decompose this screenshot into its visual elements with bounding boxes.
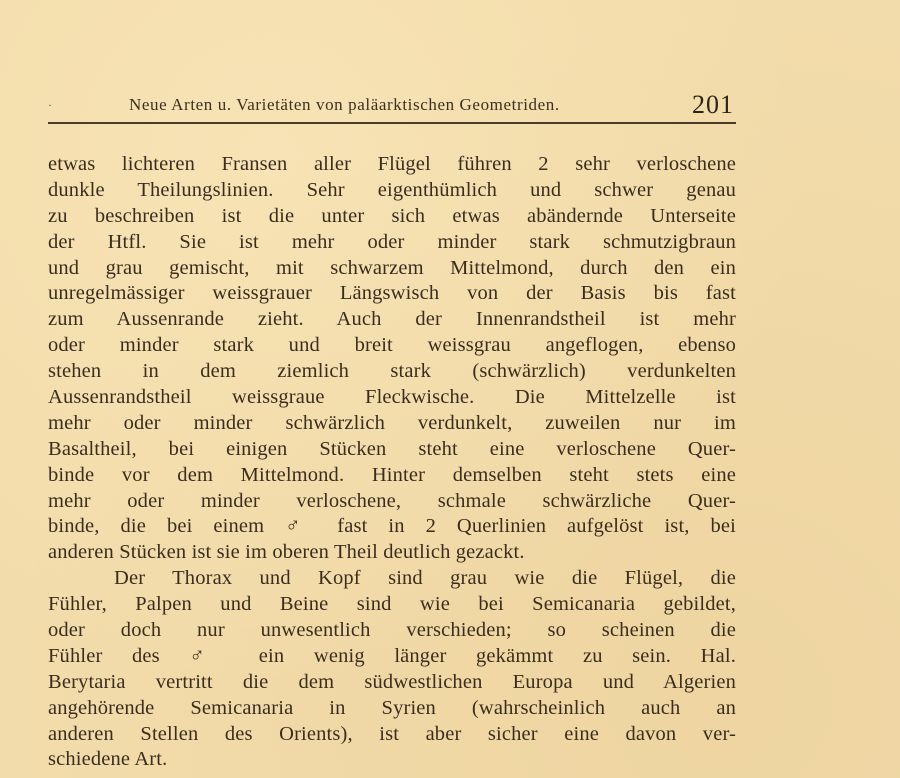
running-head: Neue Arten u. Varietäten von paläarktischen Geometriden. bbox=[129, 95, 560, 114]
text-line: dunkle Theilungslinien. Sehr eigenthümlich und schwer genau bbox=[48, 178, 736, 201]
text-line: binde, die bei einem ♂ fast in 2 Querlinien aufgelöst ist, bei bbox=[48, 515, 736, 538]
text-line: Fühler des ♂ ein wenig länger gekämmt zu sein. Hal. bbox=[48, 644, 736, 667]
header-mark: · bbox=[48, 98, 52, 112]
text-line: mehr oder minder schwärzlich verdunkelt, zuweilen nur im bbox=[48, 411, 736, 434]
text-line: oder minder stark und breit weissgrau angeflogen, ebenso bbox=[48, 334, 736, 357]
text-line: oder doch nur unwesentlich verschieden; so scheinen die bbox=[48, 619, 736, 642]
page-number: 201 bbox=[692, 90, 734, 119]
text-line: zum Aussenrande zieht. Auch der Innenrandstheil ist mehr bbox=[48, 308, 736, 331]
text-line: schiedene Art. bbox=[48, 748, 168, 771]
text-line: der Htfl. Sie ist mehr oder minder stark schmutzigbraun bbox=[48, 230, 736, 253]
text-line: stehen in dem ziemlich stark (schwärzlich) verdunkelten bbox=[48, 360, 736, 383]
text-line: Aussenrandstheil weissgraue Fleckwische. Die Mittelzelle ist bbox=[48, 386, 736, 409]
text-line: binde vor dem Mittelmond. Hinter demselben steht stets eine bbox=[48, 463, 736, 486]
text-line: anderen Stellen des Orients), ist aber sicher eine davon ver- bbox=[48, 722, 736, 745]
text-line: Fühler, Palpen und Beine sind wie bei Semicanaria gebildet, bbox=[48, 593, 736, 616]
text-line: zu beschreiben ist die unter sich etwas abändernde Unterseite bbox=[48, 204, 736, 227]
text-line: mehr oder minder verloschene, schmale schwärzliche Quer- bbox=[48, 489, 736, 512]
text-line: unregelmässiger weissgrauer Längswisch von der Basis bis fast bbox=[48, 282, 736, 305]
page-header bbox=[48, 90, 738, 120]
text-line: und grau gemischt, mit schwarzem Mittelmond, durch den ein bbox=[48, 256, 736, 279]
text-line: etwas lichteren Fransen aller Flügel führen 2 sehr verloschene bbox=[48, 153, 736, 175]
text-line: Der Thorax und Kopf sind grau wie die Flügel, die bbox=[114, 567, 736, 590]
header-rule bbox=[48, 122, 736, 124]
text-line: Berytaria vertritt die dem südwestlichen Europa und Algerien bbox=[48, 670, 736, 693]
text-line: angehörende Semicanaria in Syrien (wahrscheinlich auch an bbox=[48, 696, 736, 719]
body-text bbox=[48, 152, 736, 773]
text-line: anderen Stücken ist sie im oberen Theil deutlich gezackt. bbox=[48, 541, 525, 564]
text-line: Basaltheil, bei einigen Stücken steht eine verloschene Quer- bbox=[48, 437, 736, 460]
